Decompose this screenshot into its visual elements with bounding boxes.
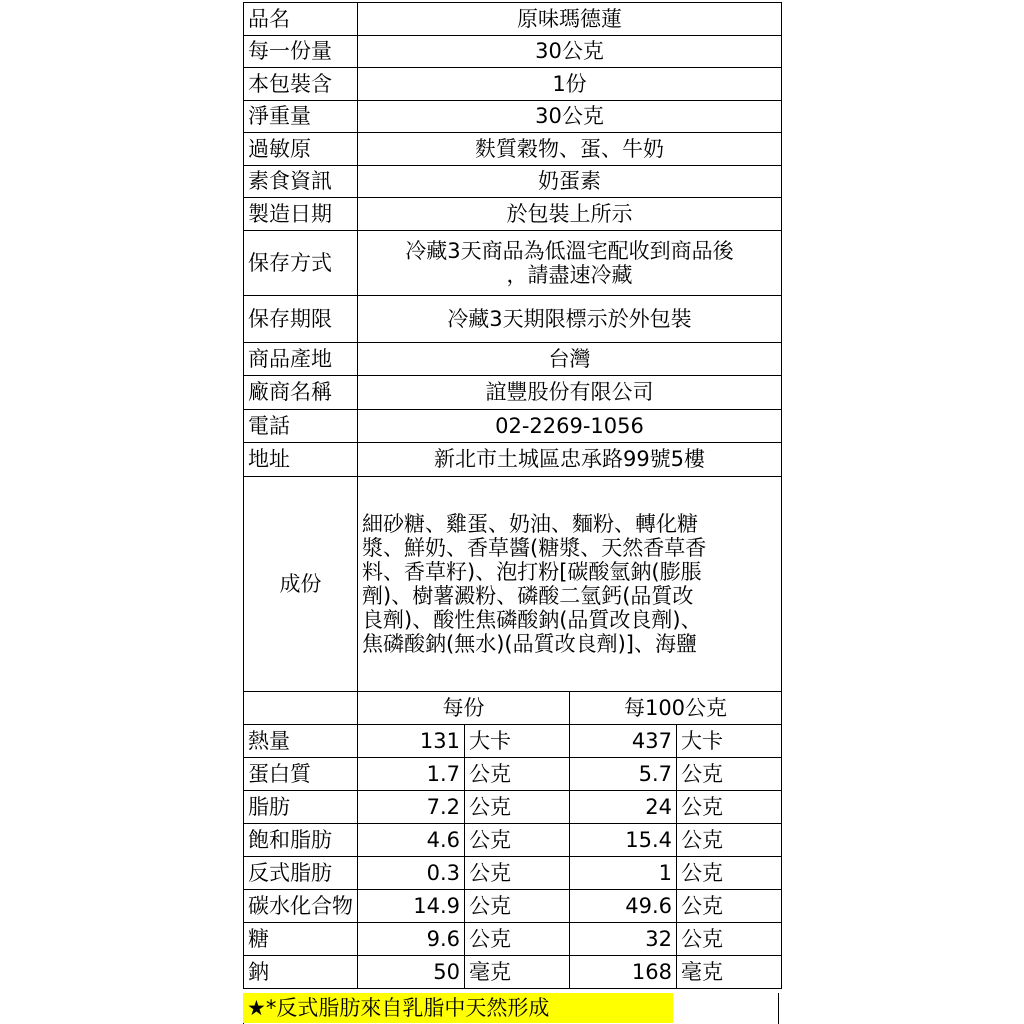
nutrient-name: 鈉	[244, 955, 358, 988]
ingredient-line: 焦磷酸鈉(無水)(品質改良劑)]、海鹽	[362, 631, 697, 656]
serving-value: 9.6	[358, 922, 465, 955]
info-row	[244, 295, 782, 342]
nutrient-name: 飽和脂肪	[244, 823, 358, 856]
nutrition-row	[244, 955, 782, 988]
serving-value: 1.7	[358, 757, 465, 790]
serving-unit: 大卡	[465, 724, 570, 757]
nutrient-name: 蛋白質	[244, 757, 358, 790]
row-label: 淨重量	[244, 100, 358, 133]
row-label: 過敏原	[244, 133, 358, 166]
serving-unit: 公克	[465, 790, 570, 823]
row-label: 地址	[244, 443, 358, 477]
per100-value: 1	[570, 856, 677, 889]
storage-method-value	[358, 230, 782, 295]
row-value: 原味瑪德蓮	[358, 3, 782, 36]
per100-unit: 毫克	[677, 955, 782, 988]
serving-unit: 公克	[465, 889, 570, 922]
row-value: 於包裝上所示	[358, 198, 782, 231]
serving-value: 50	[358, 955, 465, 988]
per100-value: 15.4	[570, 823, 677, 856]
per100-value: 437	[570, 724, 677, 757]
per100-unit: 公克	[677, 922, 782, 955]
info-row	[244, 100, 782, 133]
serving-value: 131	[358, 724, 465, 757]
row-label: 製造日期	[244, 198, 358, 231]
ingredients-row	[244, 476, 782, 691]
info-row	[244, 165, 782, 198]
serving-unit: 公克	[465, 823, 570, 856]
per100-value: 168	[570, 955, 677, 988]
info-row	[244, 68, 782, 101]
per100-value: 5.7	[570, 757, 677, 790]
info-row	[244, 198, 782, 231]
per100-unit: 公克	[677, 757, 782, 790]
serving-value: 0.3	[358, 856, 465, 889]
nutrient-name: 反式脂肪	[244, 856, 358, 889]
serving-unit: 毫克	[465, 955, 570, 988]
row-label: 廠商名稱	[244, 376, 358, 410]
footnote-right-border	[778, 993, 779, 1024]
product-info-body	[244, 3, 782, 989]
nutrient-name: 碳水化合物	[244, 889, 358, 922]
nutrition-header-blank	[244, 691, 358, 724]
per100-value: 32	[570, 922, 677, 955]
row-label: 品名	[244, 3, 358, 36]
per100-unit: 公克	[677, 823, 782, 856]
storage-line: 冷藏3天商品為低溫宅配收到商品後	[405, 238, 734, 263]
info-row	[244, 133, 782, 166]
info-row	[244, 3, 782, 36]
row-value: 麩質穀物、蛋、牛奶	[358, 133, 782, 166]
nutrient-name: 糖	[244, 922, 358, 955]
per-100g-header: 每100公克	[570, 691, 782, 724]
ingredient-line: 良劑)、酸性焦磷酸鈉(品質改良劑)、	[362, 607, 702, 632]
row-value: 02-2269-1056	[358, 409, 782, 443]
ingredient-line: 劑)、樹薯澱粉、磷酸二氫鈣(品質改	[362, 583, 694, 608]
per100-unit: 公克	[677, 889, 782, 922]
row-value: 新北市土城區忠承路99號5樓	[358, 443, 782, 477]
info-row	[244, 35, 782, 68]
product-info-table	[243, 2, 782, 989]
ingredient-line: 細砂糖、雞蛋、奶油、麵粉、轉化糖	[362, 511, 698, 536]
row-value: 奶蛋素	[358, 165, 782, 198]
per100-value: 24	[570, 790, 677, 823]
nutrition-header-row	[244, 691, 782, 724]
nutrient-name: 脂肪	[244, 790, 358, 823]
nutrition-row	[244, 757, 782, 790]
row-label: 電話	[244, 409, 358, 443]
storage-line: ，請盡速冷藏	[506, 262, 633, 287]
row-label: 素食資訊	[244, 165, 358, 198]
nutrition-row	[244, 790, 782, 823]
nutrition-row	[244, 823, 782, 856]
nutrition-row	[244, 922, 782, 955]
row-label: 商品產地	[244, 342, 358, 376]
trans-fat-footnote: ★*反式脂肪來自乳脂中天然形成	[243, 993, 673, 1023]
per-serving-header: 每份	[358, 691, 570, 724]
row-label: 保存方式	[244, 230, 358, 295]
row-label: 保存期限	[244, 295, 358, 342]
per100-unit: 大卡	[677, 724, 782, 757]
row-value: 冷藏3天期限標示於外包裝	[358, 295, 782, 342]
storage-method-row	[244, 230, 782, 295]
serving-value: 7.2	[358, 790, 465, 823]
serving-unit: 公克	[465, 757, 570, 790]
info-row	[244, 443, 782, 477]
ingredients-label: 成份	[244, 476, 358, 691]
per100-unit: 公克	[677, 856, 782, 889]
row-label: 本包裝含	[244, 68, 358, 101]
row-value: 30公克	[358, 100, 782, 133]
nutrition-row	[244, 889, 782, 922]
per100-unit: 公克	[677, 790, 782, 823]
row-value: 誼豐股份有限公司	[358, 376, 782, 410]
info-row	[244, 376, 782, 410]
ingredient-line: 料、香草籽)、泡打粉[碳酸氫鈉(膨脹	[362, 559, 702, 584]
ingredients-value	[358, 476, 782, 691]
per100-value: 49.6	[570, 889, 677, 922]
row-value: 1份	[358, 68, 782, 101]
nutrition-row	[244, 856, 782, 889]
serving-value: 14.9	[358, 889, 465, 922]
nutrition-row	[244, 724, 782, 757]
serving-value: 4.6	[358, 823, 465, 856]
info-row	[244, 409, 782, 443]
serving-unit: 公克	[465, 856, 570, 889]
ingredient-line: 漿、鮮奶、香草醬(糖漿、天然香草香	[362, 535, 707, 560]
nutrient-name: 熱量	[244, 724, 358, 757]
row-value: 30公克	[358, 35, 782, 68]
info-row	[244, 342, 782, 376]
row-label: 每一份量	[244, 35, 358, 68]
serving-unit: 公克	[465, 922, 570, 955]
row-value: 台灣	[358, 342, 782, 376]
